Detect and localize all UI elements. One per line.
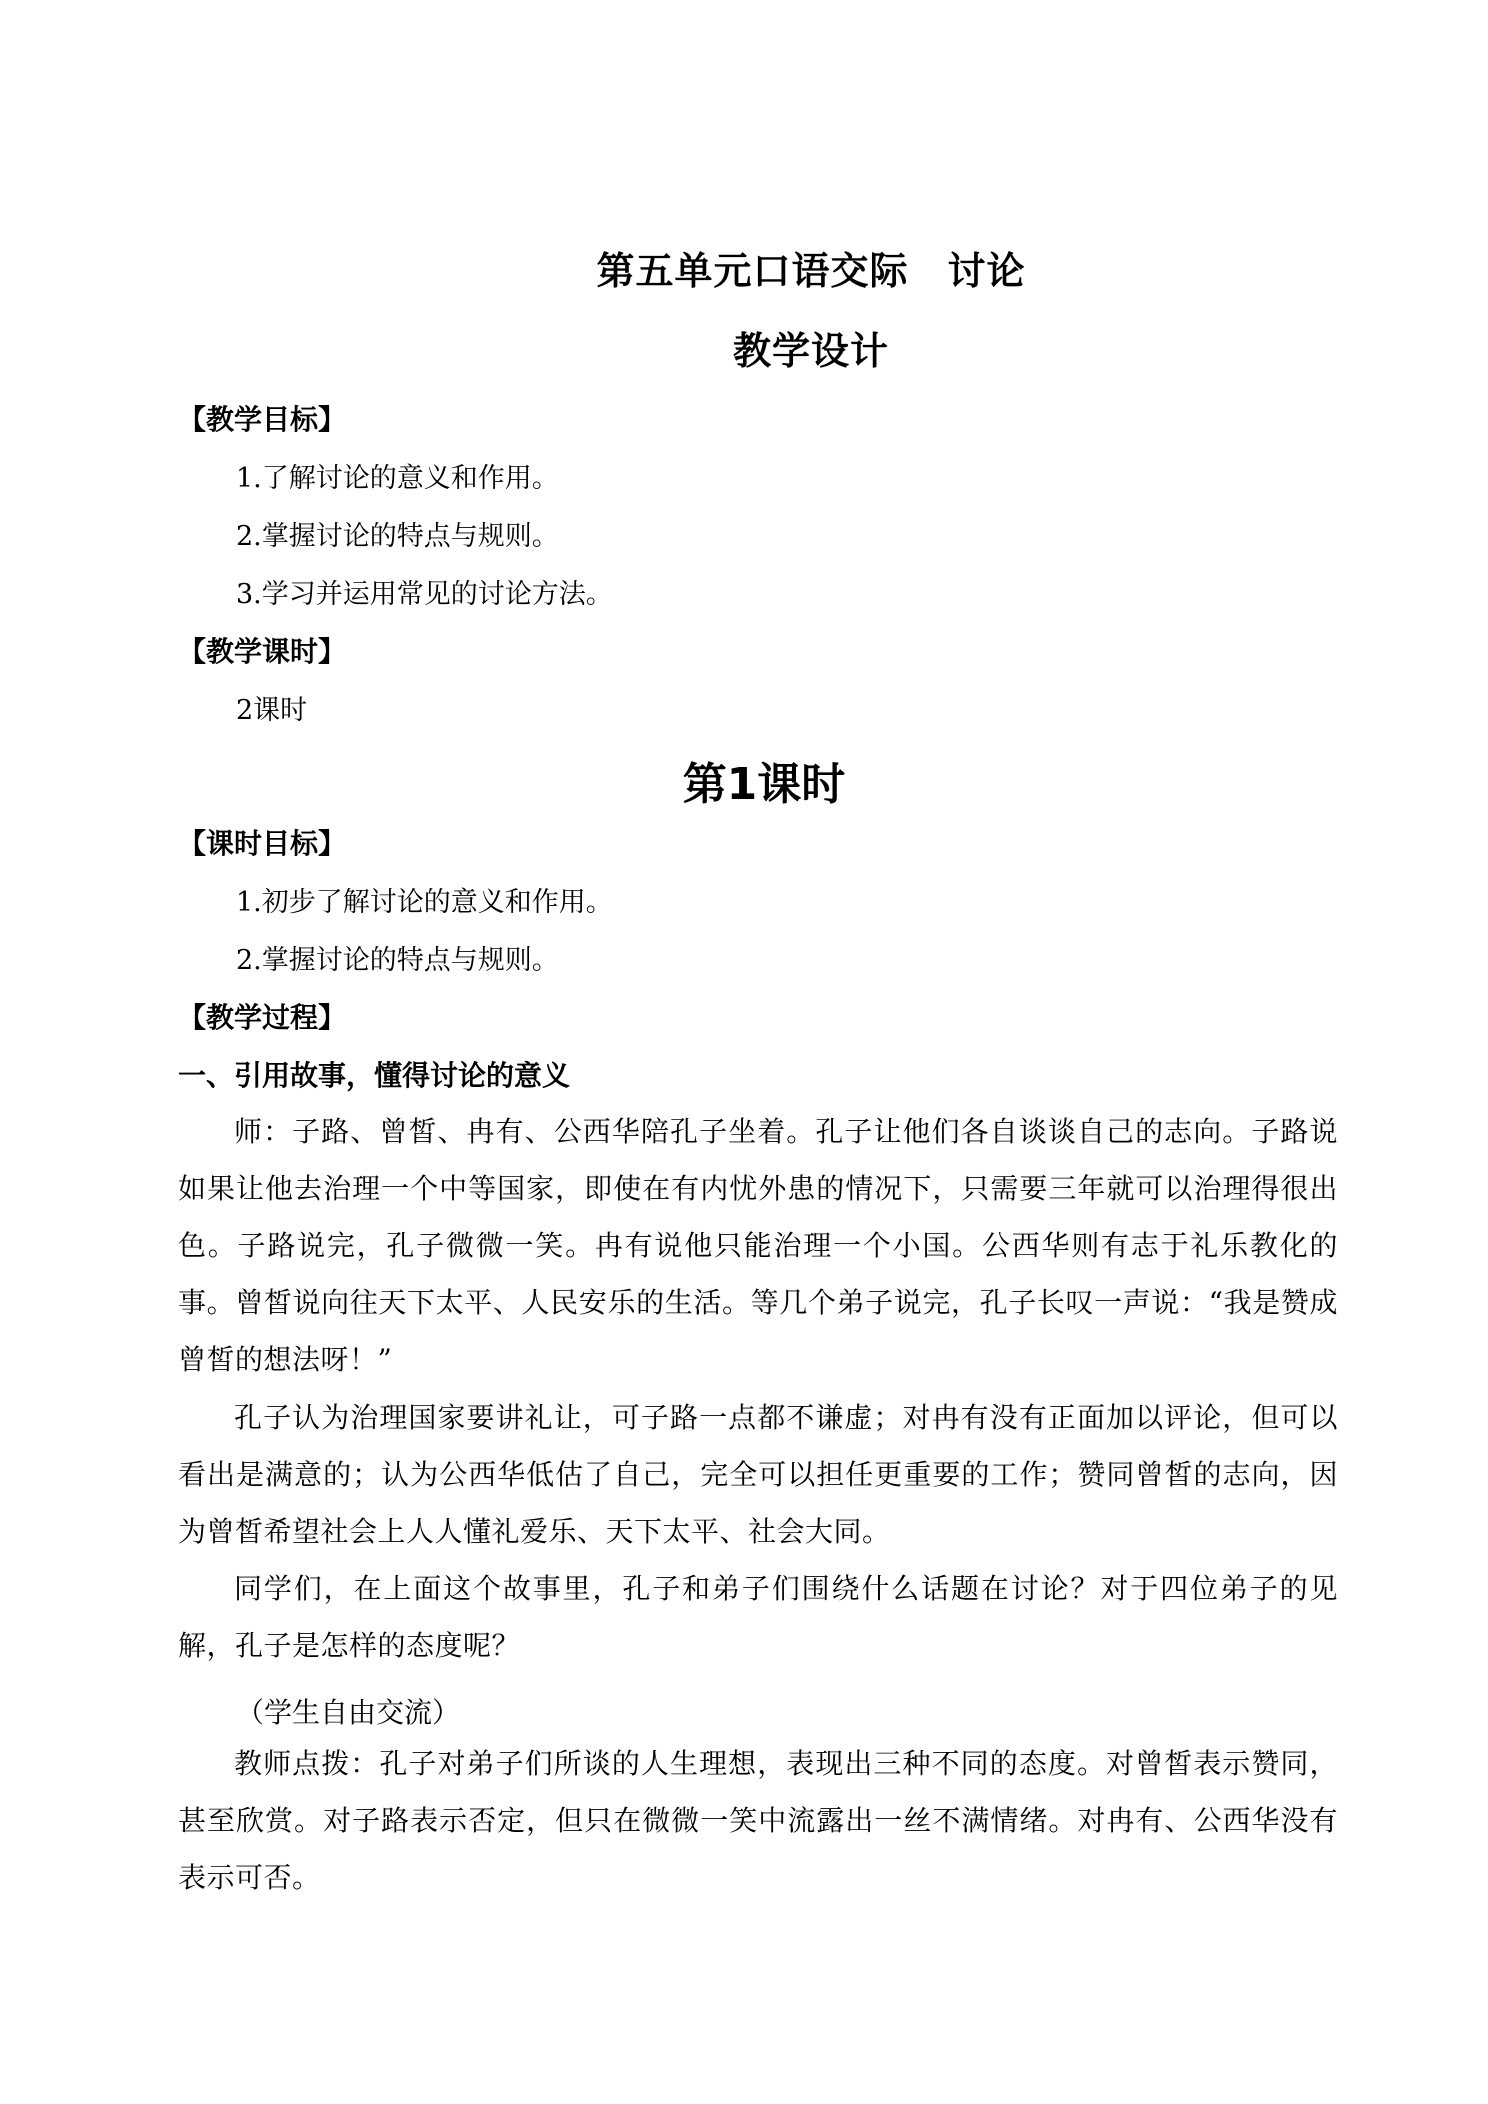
section-heading: 一、引用故事，懂得讨论的意义 bbox=[178, 1059, 571, 1092]
lesson-goal-item-2: 2.掌握讨论的特点与规则。 bbox=[236, 945, 559, 976]
objective-item-3: 3.学习并运用常见的讨论方法。 bbox=[236, 579, 613, 610]
objective-item-1: 1.了解讨论的意义和作用。 bbox=[236, 463, 559, 494]
lesson-goals-heading: 【课时目标】 bbox=[178, 827, 347, 860]
document-subtitle: 教学设计 bbox=[732, 329, 889, 373]
hours-value: 2课时 bbox=[236, 695, 308, 726]
hours-heading: 【教学课时】 bbox=[178, 635, 347, 668]
student-note: （学生自由交流） bbox=[236, 1696, 461, 1729]
lesson-title: 第1课时 bbox=[682, 759, 846, 810]
story-paragraph: 师：子路、曾皙、冉有、公西华陪孔子坐着。孔子让他们各自谈谈自己的志向。子路说如果让他去治理一个中等国家，即使在有内忧外患的情况下，只需要三年就可以治理得很出色。子路说完，孔子微微一笑。冉有说他只能治理一个小国。公西华则有志于礼乐教化的事。曾皙说向往天下太平、人民安乐的生活。等几个弟子说完，孔子长叹一声说：“我是赞成曾皙的想法呀！” bbox=[178, 1115, 1338, 1376]
process-heading: 【教学过程】 bbox=[178, 1001, 347, 1034]
lesson-goal-item-1: 1.初步了解讨论的意义和作用。 bbox=[236, 887, 613, 918]
teacher-note-paragraph: 教师点拨：孔子对弟子们所谈的人生理想，表现出三种不同的态度。对曾皙表示赞同，甚至欣赏。对子路表示否定，但只在微微一笑中流露出一丝不满情绪。对冉有、公西华没有表示可否。 bbox=[178, 1747, 1338, 1894]
objectives-heading: 【教学目标】 bbox=[178, 403, 347, 436]
document-title: 第五单元口语交际 讨论 bbox=[596, 249, 1026, 293]
analysis-paragraph: 孔子认为治理国家要讲礼让，可子路一点都不谦虚；对冉有没有正面加以评论，但可以看出是满意的；认为公西华低估了自己，完全可以担任更重要的工作；赞同曾皙的志向，因为曾皙希望社会上人人懂礼爱乐、天下太平、社会大同。 bbox=[178, 1401, 1338, 1548]
question-paragraph: 同学们，在上面这个故事里，孔子和弟子们围绕什么话题在讨论？对于四位弟子的见解，孔子是怎样的态度呢？ bbox=[178, 1572, 1338, 1662]
objective-item-2: 2.掌握讨论的特点与规则。 bbox=[236, 521, 559, 552]
